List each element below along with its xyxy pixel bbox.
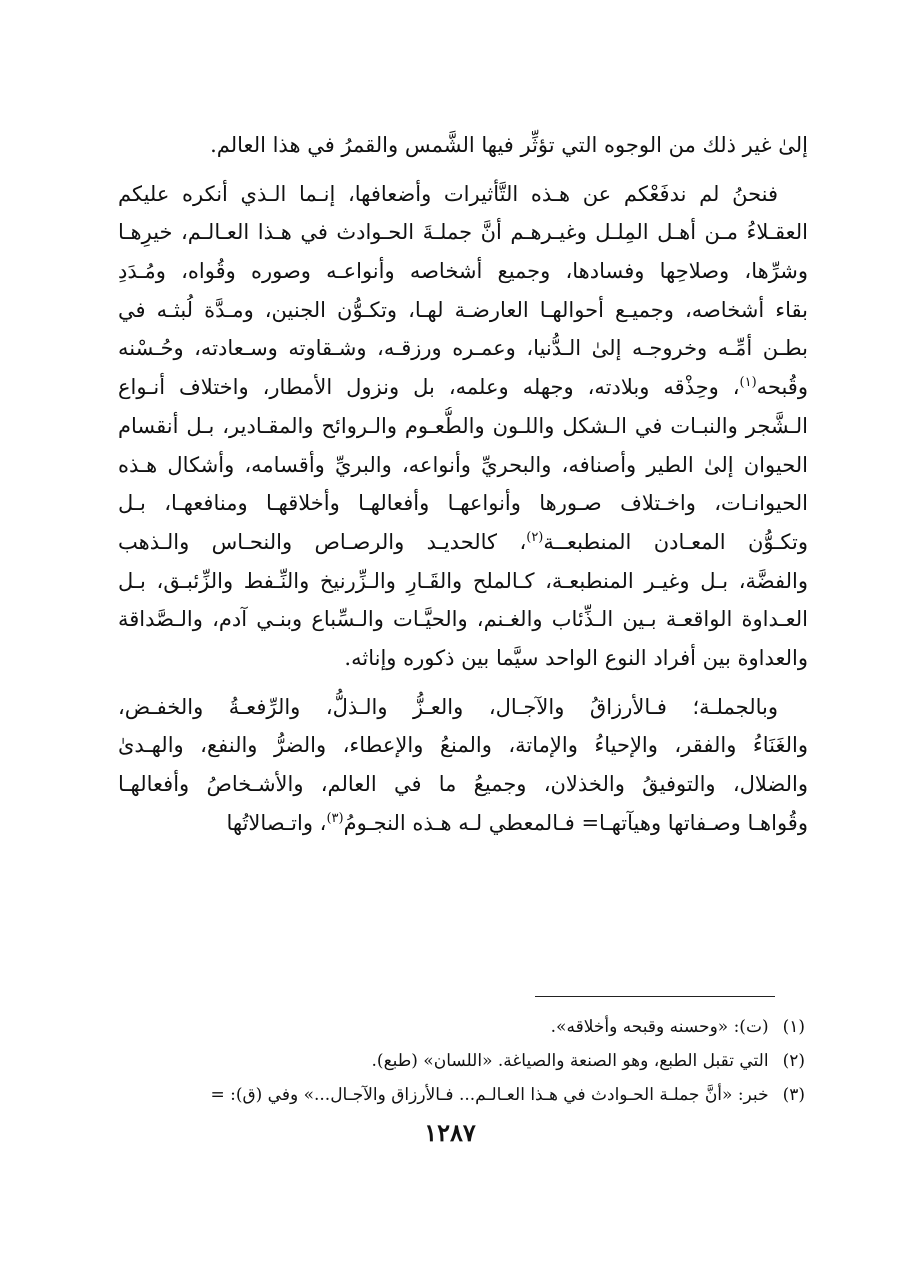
paragraph-line: بطـن أمِّـه وخروجـه إلىٰ الـدُّنيا، وعمـره ورزقـه، وشـقاوته وسـعادته، وحُـسْنه [118, 336, 808, 361]
paragraph-line: الحيوانـات، واخـتلاف صـورها وأنواعهـا وأفعالهـا وأخلاقهـا ومنافعهـا، بـل [118, 491, 808, 516]
paragraph-line: وشرِّها، وصلاحِها وفسادها، وجميع أشخاصه وأنواعـه وصوره وقُواه، ومُـدَدِ [118, 259, 808, 284]
paragraph-gap [118, 165, 808, 175]
paragraph-line: الـشَّجر والنبـات في الـشكل واللـون والطُّعـوم والـروائح والمقـادير، بـل أنقسام [118, 413, 808, 438]
paragraph-line: العقـلاءُ مـن أهـل المِلـل وغيـرهـم أنَّ جملـةَ الحـوادث في هـذا العـالـم، خيرِهـا [118, 220, 808, 245]
footnote-separator [535, 996, 775, 997]
footnote-reference[interactable]: (٣) [326, 810, 344, 826]
footnote-text: التي تقبل الطبع، وهو الصنعة والصياغة. «اللسان» (طبع). [371, 1051, 769, 1071]
footnotes [100, 1010, 805, 1112]
footnote-reference[interactable]: (١) [739, 375, 757, 391]
paragraph-line: وتكـوُّن المعـادن المنطبعــة$^{(٢)}$، كالحديـد والرصـاص والنحـاس والـذهب [118, 529, 808, 554]
footnote-item [100, 1044, 805, 1078]
footnote-number: (٣) [782, 1085, 805, 1105]
paragraph-line: وبالجملـة؛ فـالأرزاقُ والآجـال، والعـزُّ والـذلُّ، والرِّفعـةُ والخفـض، [118, 694, 778, 719]
paragraph-line: إلىٰ غير ذلك من الوجوه التي تؤثِّر فيها الشَّمس والقمرُ في هذا العالم. [210, 133, 808, 157]
footnote-item [100, 1078, 805, 1112]
footnote-number: (١) [782, 1017, 805, 1037]
paragraph-line: الحيوان إلىٰ الطير وأصنافه، والبحريِّ وأنواعه، والبريِّ وأقسامه، وأشكال هـذه [118, 452, 808, 477]
paragraph-line: والفضَّة، بـل وغيـر المنطبعـة، كـالملح والقَـارِ والـزِّرنيخ والنِّـفط والزِّئبـق، بـل [118, 568, 808, 593]
paragraph-line: وقُبحه$^{(١)}$، وحِذْقه وبلادته، وجهله وعلمه، بل ونزول الأمطار، واختلاف أنـواع [118, 375, 808, 400]
paragraph-line: وقُواهـا وصـفاتها وهيآتهـا= فـالمعطي لـه هـذه النجـومُ$^{(٣)}$، واتـصالاتُها [226, 810, 808, 835]
footnote-item [100, 1010, 805, 1044]
paragraph-gap [118, 678, 808, 688]
page-number: ١٢٨٧ [424, 1118, 476, 1147]
paragraph-line: فنحنُ لم ندفَعْكم عن هـذه التَّأثيرات وأضعافها، إنـما الـذي أنكره عليكم [118, 181, 778, 206]
main-text [118, 126, 808, 842]
footnote-text: خبر: «أنَّ جملـة الحـوادث في هـذا العـالـم... فـالأرزاق والآجـال...» وفي (ق): = [210, 1085, 769, 1105]
footnote-reference[interactable]: (٢) [526, 529, 544, 545]
paragraph-line: والضلال، والتوفيقُ والخذلان، وجميعُ ما في العالم، والأشـخاصُ وأفعالهـا [118, 772, 808, 796]
paragraph-line: بقاء أشخاصه، وجميـع أحوالهـا العارضـة لهـا، وتكـوُّن الجنين، ومـدَّة لُبثـه في [118, 297, 808, 322]
paragraph-line: العـداوة الواقعـة بـين الـذِّئاب والغـنم، والحيَّـات والـسِّباع وبنـي آدم، والـصَّداقة [118, 607, 808, 632]
paragraph-line: والعداوة بين أفراد النوع الواحد سيَّما بين ذكوره وإناثه. [344, 645, 808, 670]
paragraph-line: والغَنَاءُ والفقر، والإحياءُ والإماتة، والمنعُ والإعطاء، والضرُّ والنفع، والهـدىٰ [118, 733, 808, 758]
footnote-text: (ت): «وحسنه وقبحه وأخلاقه». [550, 1017, 769, 1037]
footnote-number: (٢) [782, 1051, 805, 1071]
